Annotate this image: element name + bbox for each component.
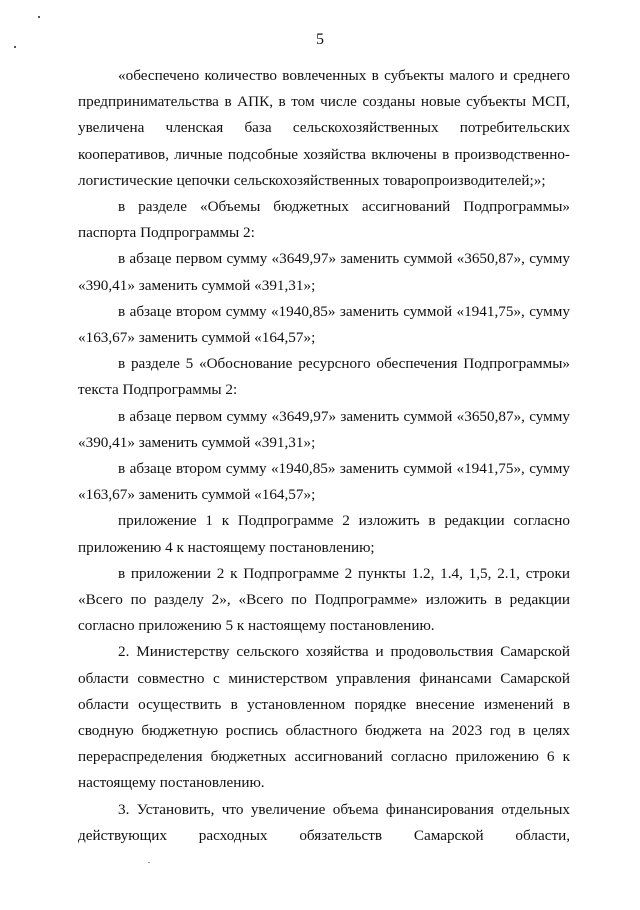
paragraph-6: в абзаце первом сумму «3649,97» заменить суммой «3650,87», сумму «390,41» заменить суммой «391,31»; bbox=[78, 407, 570, 451]
scan-speck bbox=[14, 46, 16, 48]
page-number: 5 bbox=[316, 31, 324, 48]
paragraph-3: в абзаце первом сумму «3649,97» заменить суммой «3650,87», сумму «390,41» заменить суммой «391,31»; bbox=[78, 250, 570, 294]
paragraph-2: в разделе «Объемы бюджетных ассигнований Подпрограммы» паспорта Подпрограммы 2: bbox=[78, 198, 570, 242]
paragraph-7: в абзаце втором сумму «1940,85» заменить суммой «1941,75», сумму «163,67» заменить суммой «164,57»; bbox=[78, 460, 570, 504]
paragraph-9: в приложении 2 к Подпрограмме 2 пункты 1.2, 1.4, 1,5, 2.1, строки «Всего по разделу 2», «Всего по Подпрограмме» изложить в редакции согласно приложению 5 к настоящему постановлению. bbox=[78, 564, 570, 635]
paragraph-8: приложение 1 к Подпрограмме 2 изложить в редакции согласно приложению 4 к настоящему постановлению; bbox=[78, 512, 570, 556]
paragraph-11: 3. Установить, что увеличение объема финансирования отдельных действующих расходных обязательств Самарской области, bbox=[78, 800, 570, 844]
paragraph-1: «обеспечено количество вовлеченных в субъекты малого и среднего предпринимательства в АПК, в том числе созданы новые субъекты МСП, увеличена членская база сельскохозяйственных потребительских кооперативов, личные подсобные хозяйства включены в производственно-логистические цепочки сельскохозяйственных товаропроизводителей;»; bbox=[78, 67, 570, 189]
paragraph-10: 2. Министерству сельского хозяйства и продовольствия Самарской области совместно с министерством управления финансами Самарской области осуществить в установленном порядке внесение изменений в сводную бюджетную роспись областного бюджета на 2023 год в целях перераспределения бюджетных ассигнований согласно приложению 6 к настоящему постановлению. bbox=[78, 643, 570, 792]
scan-speck bbox=[148, 862, 150, 863]
paragraph-4: в абзаце втором сумму «1940,85» заменить суммой «1941,75», сумму «163,67» заменить суммой «164,57»; bbox=[78, 302, 570, 347]
scan-speck bbox=[38, 16, 40, 18]
paragraph-5: в разделе 5 «Обоснование ресурсного обеспечения Подпрограммы» текста Подпрограммы 2: bbox=[78, 355, 570, 399]
document-body bbox=[78, 63, 570, 849]
